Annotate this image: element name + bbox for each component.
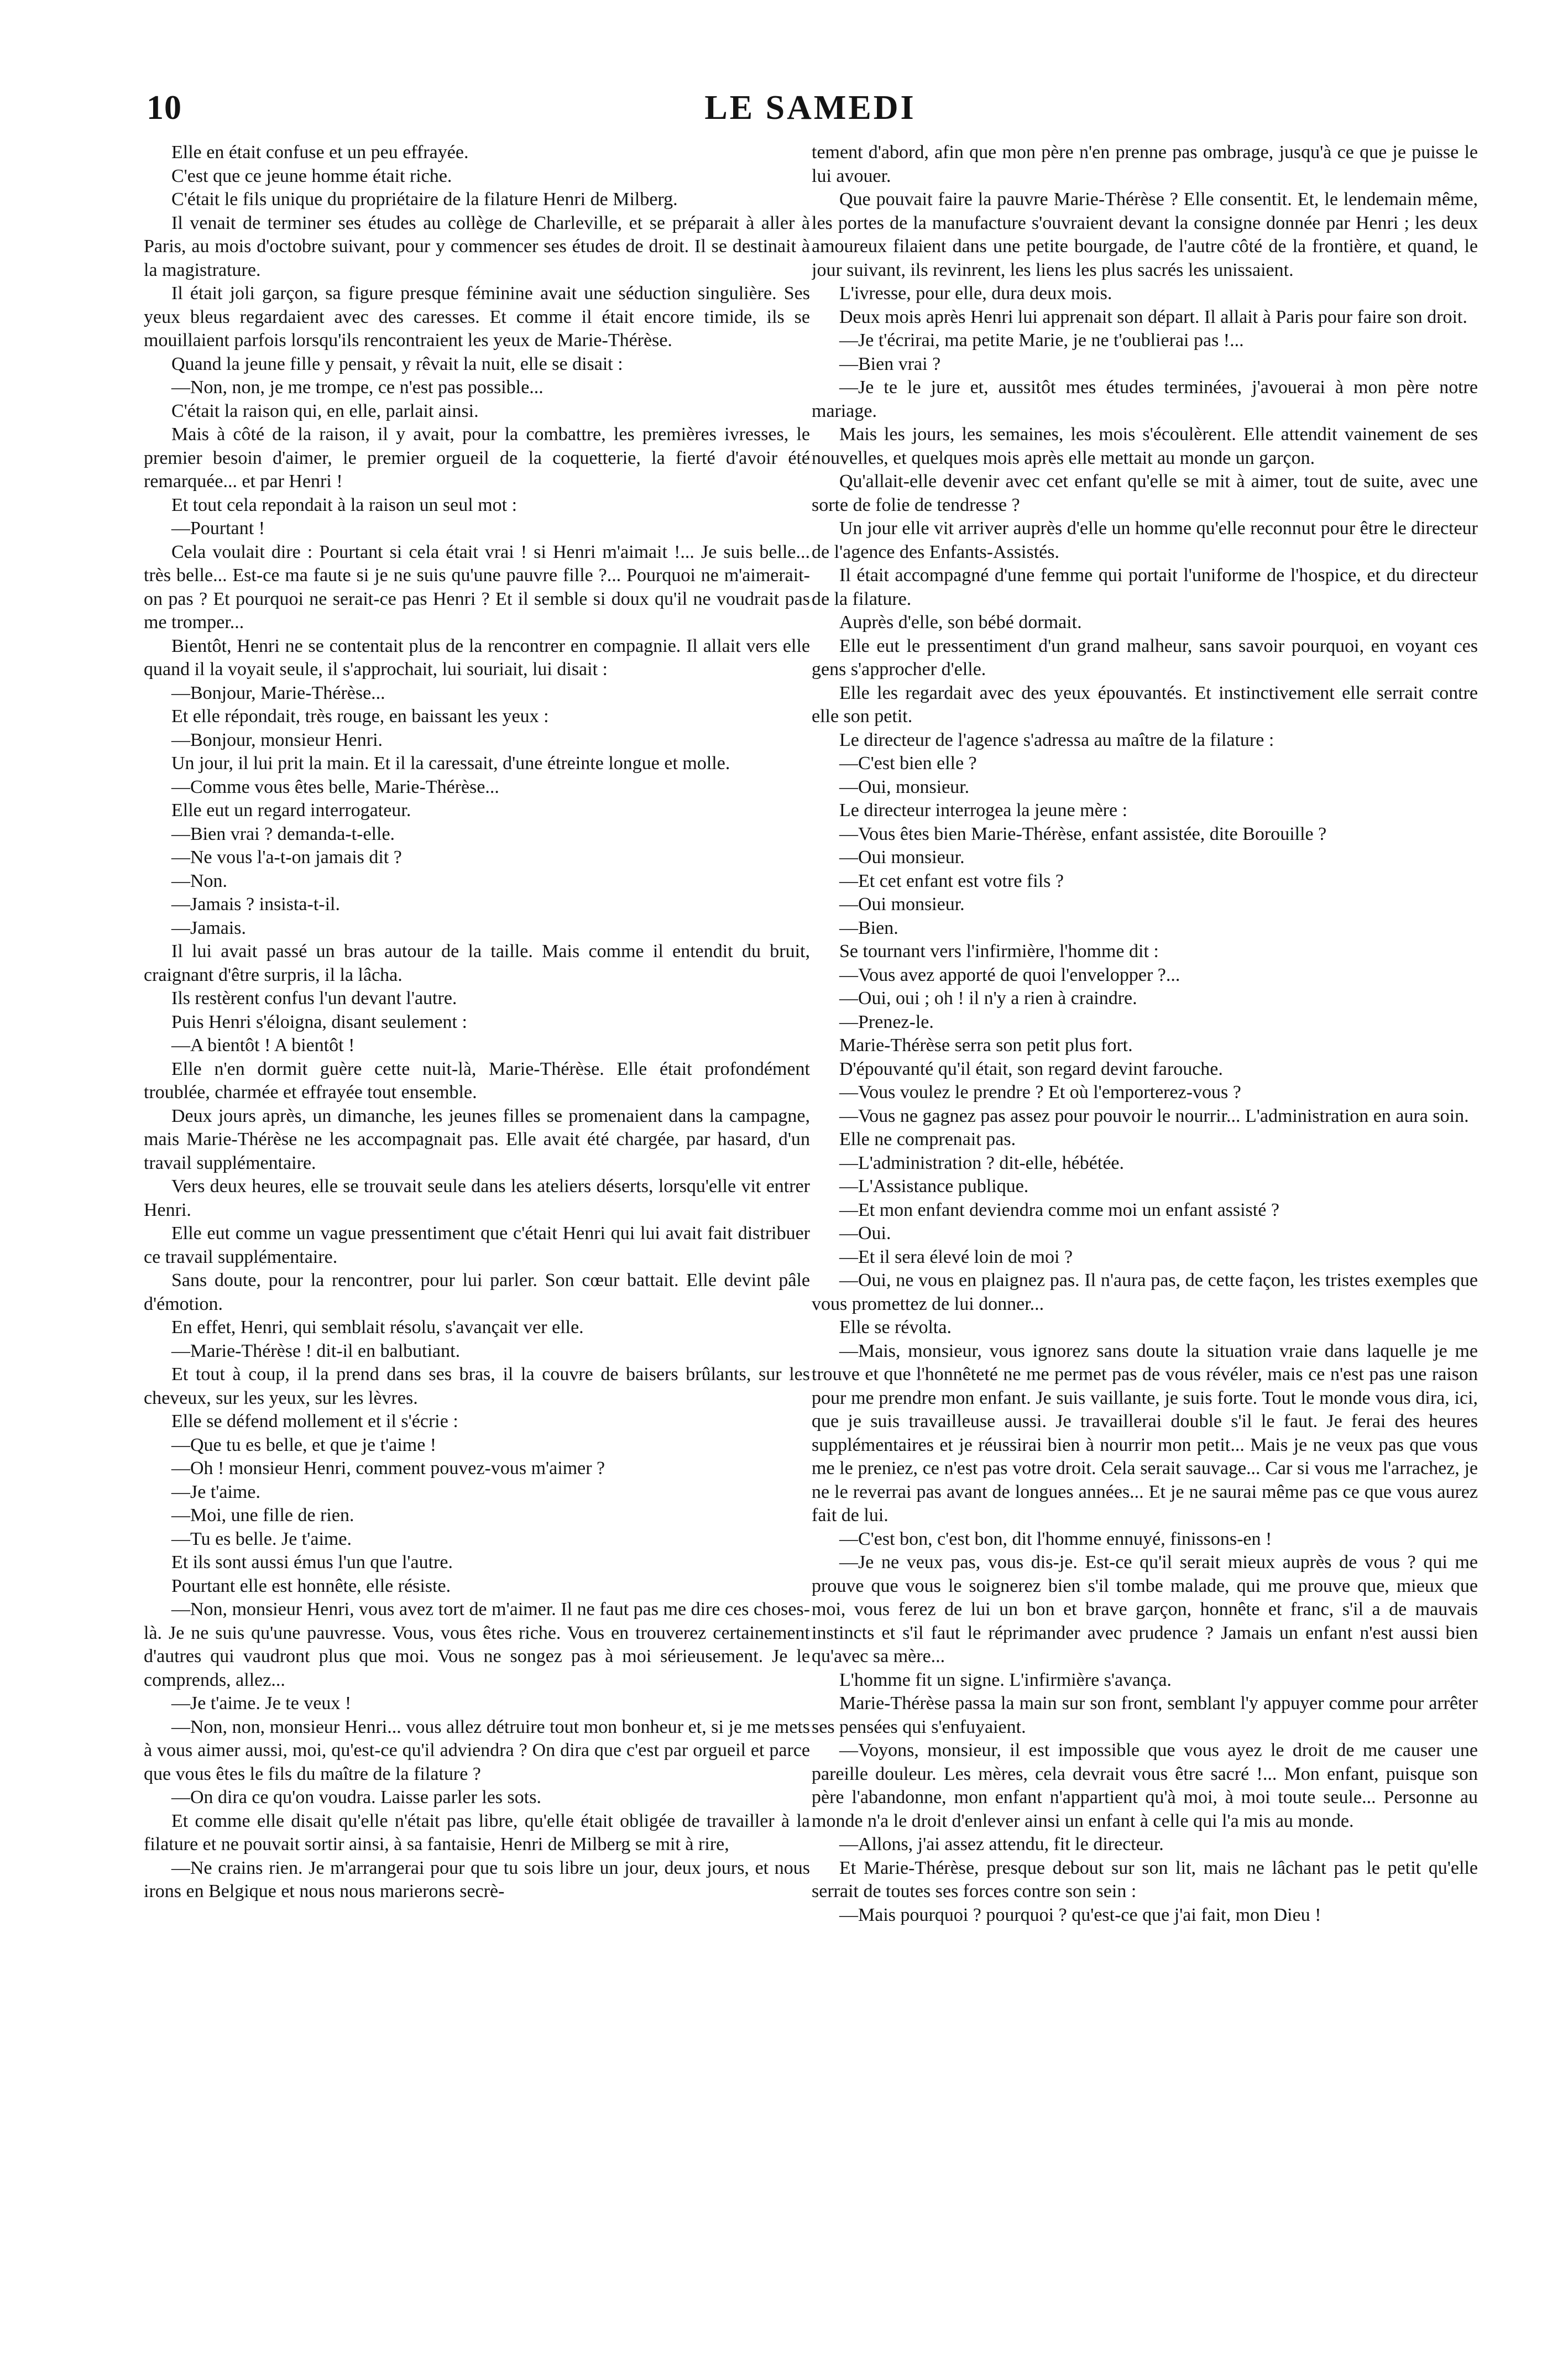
paragraph: —Bonjour, monsieur Henri. <box>171 729 383 750</box>
paragraph: Vers deux heures, elle se trouvait seule dans les ateliers déserts, lorsqu'elle vit entrer Henri. <box>144 1176 810 1220</box>
paragraph: Ils restèrent confus l'un devant l'autre. <box>171 988 457 1009</box>
paragraph: Elle eut un regard interrogateur. <box>171 800 411 821</box>
paragraph: tement d'abord, afin que mon père n'en prenne pas ombrage, jusqu'à ce que je puisse le lui avouer. <box>812 142 1478 186</box>
paragraph: Il lui avait passé un bras autour de la taille. Mais comme il entendit du bruit, craignant d'être surpris, il la lâcha. <box>144 941 810 985</box>
paragraph: —Vous avez apporté de quoi l'envelopper ?... <box>839 964 1180 985</box>
paragraph: —Tu es belle. Je t'aime. <box>171 1528 352 1549</box>
paragraph: —L'Assistance publique. <box>839 1176 1029 1197</box>
paragraph: Un jour elle vit arriver auprès d'elle un homme qu'elle reconnut pour être le directeur de l'agence des Enfants-Assistés. <box>812 518 1478 562</box>
paragraph: Auprès d'elle, son bébé dormait. <box>839 612 1082 633</box>
paragraph: —Je ne veux pas, vous dis-je. Est-ce qu'il serait mieux auprès de vous ? qui me prouve que vous le soignerez bien s'il tombe malade, qui me prouve que, mieux que moi, vous ferez de lui un bon et brave garçon, honnête et franc, s'il a de mauvais instincts et s'il faut le réprimander avec prudence ? Jamais un enfant n'est aussi bien qu'avec sa mère... <box>812 1552 1478 1667</box>
paragraph: Puis Henri s'éloigna, disant seulement : <box>171 1011 467 1032</box>
paragraph: Marie-Thérèse serra son petit plus fort. <box>839 1035 1133 1056</box>
right-column <box>812 141 1478 2297</box>
paragraph: D'épouvanté qu'il était, son regard devint farouche. <box>839 1058 1223 1079</box>
paragraph: —Oui, ne vous en plaignez pas. Il n'aura pas, de cette façon, les tristes exemples que vous promettez de lui donner... <box>812 1270 1478 1314</box>
paragraph: Elle eut le pressentiment d'un grand malheur, sans savoir pourquoi, en voyant ces gens s'approcher d'elle. <box>812 635 1478 680</box>
paragraph: Et comme elle disait qu'elle n'était pas libre, qu'elle était obligée de travailler à la filature et ne pouvait sortir ainsi, à sa fantaisie, Henri de Milberg se mit à rire, <box>144 1810 810 1854</box>
paragraph: —Voyons, monsieur, il est impossible que vous ayez le droit de me causer une pareille douleur. Les mères, cela devrait vous être sacré !... Mon enfant, puisque son père l'abandonne, mon enfant n'appartient qu'à moi, à moi toute seule... Personne au monde n'a le droit d'enlever ainsi un enfant à celle qui l'a mis au monde. <box>812 1740 1478 1831</box>
paragraph: Elle eut comme un vague pressentiment que c'était Henri qui lui avait fait distribuer ce travail supplémentaire. <box>144 1223 810 1267</box>
paragraph: —Bien vrai ? demanda-t-elle. <box>171 823 395 844</box>
paragraph: C'était la raison qui, en elle, parlait ainsi. <box>171 400 479 421</box>
paragraph: Quand la jeune fille y pensait, y rêvait la nuit, elle se disait : <box>171 353 623 374</box>
paragraph: —Bonjour, Marie-Thérèse... <box>171 682 385 703</box>
paragraph: L'ivresse, pour elle, dura deux mois. <box>839 283 1112 304</box>
paragraph: —Non, monsieur Henri, vous avez tort de m'aimer. Il ne faut pas me dire ces choses-là. Je ne suis qu'une pauvresse. Vous, vous êtes riche. Vous en trouverez certainement d'autres qui vaudront plus que moi. Vous ne songez pas à moi sérieusement. Je le comprends, allez... <box>144 1599 810 1690</box>
paragraph: Mais les jours, les semaines, les mois s'écoulèrent. Elle attendit vainement de ses nouvelles, et quelques mois après elle mettait au monde un garçon. <box>812 424 1478 468</box>
paragraph: —Ne crains rien. Je m'arrangerai pour que tu sois libre un jour, deux jours, et nous irons en Belgique et nous nous marierons secrè- <box>144 1857 810 1901</box>
paragraph: Un jour, il lui prit la main. Et il la caressait, d'une étreinte longue et molle. <box>171 753 730 774</box>
paragraph: —Oui, monsieur. <box>839 776 970 797</box>
paragraph: Cela voulait dire : Pourtant si cela était vrai ! si Henri m'aimait !... Je suis belle... très belle... Est-ce ma faute si je ne suis qu'une pauvre fille ?... Pourquoi ne m'aimerait-on pas ? Et pourquoi ne serait-ce pas Henri ? Et il semble si doux qu'il ne voudrait pas me tromper... <box>144 541 810 633</box>
paragraph: —Non. <box>171 870 228 891</box>
paragraph: —Vous ne gagnez pas assez pour pouvoir le nourrir... L'administration en aura soin. <box>839 1105 1469 1126</box>
paragraph: —Et cet enfant est votre fils ? <box>839 870 1064 891</box>
paragraph: Et tout à coup, il la prend dans ses bras, il la couvre de baisers brûlants, sur les cheveux, sur les yeux, sur les lèvres. <box>144 1364 810 1408</box>
paragraph: C'est que ce jeune homme était riche. <box>171 165 452 186</box>
paragraph: Elle en était confuse et un peu effrayée. <box>171 142 469 163</box>
paragraph: —Moi, une fille de rien. <box>171 1505 354 1526</box>
paragraph: Elle se révolta. <box>839 1317 952 1338</box>
paragraph: —Et mon enfant deviendra comme moi un enfant assisté ? <box>839 1199 1279 1220</box>
left-column <box>144 141 810 2297</box>
paragraph: Mais à côté de la raison, il y avait, pour la combattre, les premières ivresses, le premier besoin d'aimer, le premier orgueil de la coquetterie, la fierté d'avoir été remarquée... et par Henri ! <box>144 424 810 492</box>
journal-title: LE SAMEDI <box>704 89 916 127</box>
paragraph: Elle les regardait avec des yeux épouvantés. Et instinctivement elle serrait contre elle son petit. <box>812 682 1478 727</box>
paragraph: Et elle répondait, très rouge, en baissant les yeux : <box>171 706 549 727</box>
paragraph: Il venait de terminer ses études au collège de Charleville, et se préparait à aller à Paris, au mois d'octobre suivant, pour y commencer ses études de droit. Il se destinait à la magistrature. <box>144 212 810 280</box>
paragraph: —On dira ce qu'on voudra. Laisse parler les sots. <box>171 1787 541 1808</box>
paragraph: —C'est bien elle ? <box>839 753 977 774</box>
paragraph: Se tournant vers l'infirmière, l'homme dit : <box>839 941 1159 962</box>
page-header <box>147 82 1474 135</box>
paragraph: —Oui. <box>839 1223 891 1244</box>
paragraph: —Oui monsieur. <box>839 847 965 868</box>
paragraph: —Je t'aime. Je te veux ! <box>171 1693 352 1714</box>
paragraph: —Mais, monsieur, vous ignorez sans doute la situation vraie dans laquelle je me trouve et que l'honnêteté ne me permet pas de vous révéler, mais ce n'est pas une raison pour me prendre mon enfant. Je suis vaillante, je suis forte. Tout le monde vous dira, ici, que je suis travailleuse aussi. Je travaillerai double s'il le faut. Je ferai des heures supplémentaires et je réussirai bien à nourrir mon petit... Mais je ne veux pas que vous me le preniez, ce n'est pas votre droit. Cela serait sauvage... Car si vous me l'arrachez, je ne le reverrai pas avant de longues années... Et je ne saurai même pas ce que vous aurez fait de lui. <box>812 1340 1478 1526</box>
paragraph: Que pouvait faire la pauvre Marie-Thérèse ? Elle consentit. Et, le lendemain même, les portes de la manufacture s'ouvraient devant la consigne donnée par Henri ; les deux amoureux filaient dans une petite bourgade, de l'autre côté de la frontière, et quand, le jour suivant, ils revinrent, les liens les plus sacrés les unissaient. <box>812 189 1478 280</box>
paragraph: Elle ne comprenait pas. <box>839 1129 1016 1150</box>
paragraph: —Non, non, monsieur Henri... vous allez détruire tout mon bonheur et, si je me mets à vous aimer aussi, moi, qu'est-ce qu'il adviendra ? On dira que c'est par orgueil et parce que vous êtes le fils du maître de la filature ? <box>144 1716 810 1784</box>
paragraph: —Mais pourquoi ? pourquoi ? qu'est-ce que j'ai fait, mon Dieu ! <box>839 1904 1321 1925</box>
paragraph: C'était le fils unique du propriétaire de la filature Henri de Milberg. <box>171 189 678 210</box>
paragraph: —Vous voulez le prendre ? Et où l'emporterez-vous ? <box>839 1082 1241 1103</box>
paragraph: Et ils sont aussi émus l'un que l'autre. <box>171 1552 453 1573</box>
paragraph: Le directeur de l'agence s'adressa au maître de la filature : <box>839 729 1274 750</box>
paragraph: Et tout cela repondait à la raison un seul mot : <box>171 494 518 515</box>
paragraph: L'homme fit un signe. L'infirmière s'avança. <box>839 1669 1172 1690</box>
paragraph: —Et il sera élevé loin de moi ? <box>839 1246 1073 1267</box>
paragraph: Pourtant elle est honnête, elle résiste. <box>171 1575 451 1596</box>
paragraph: En effet, Henri, qui semblait résolu, s'avançait ver elle. <box>171 1317 584 1338</box>
paragraph: —Ne vous l'a-t-on jamais dit ? <box>171 847 402 868</box>
paragraph: Elle se défend mollement et il s'écrie : <box>171 1411 458 1432</box>
paragraph: —Prenez-le. <box>839 1011 934 1032</box>
paragraph: Deux mois après Henri lui apprenait son départ. Il allait à Paris pour faire son droit. <box>839 306 1467 327</box>
paragraph: Deux jours après, un dimanche, les jeunes filles se promenaient dans la campagne, mais Marie-Thérèse ne les accompagnait pas. Elle avait été chargée, par hasard, d'un travail supplémentaire. <box>144 1105 810 1173</box>
paragraph: —Je t'aime. <box>171 1481 260 1502</box>
paragraph: —Je t'écrirai, ma petite Marie, je ne t'oublierai pas !... <box>839 330 1244 351</box>
paragraph: —Non, non, je me trompe, ce n'est pas possible... <box>171 377 543 398</box>
paragraph: —Comme vous êtes belle, Marie-Thérèse... <box>171 776 499 797</box>
paragraph: —Oui monsieur. <box>839 894 965 915</box>
page-number: 10 <box>147 89 182 127</box>
paragraph: Et Marie-Thérèse, presque debout sur son lit, mais ne lâchant pas le petit qu'elle serrait de toutes ses forces contre son sein : <box>812 1857 1478 1901</box>
paragraph: Elle n'en dormit guère cette nuit-là, Marie-Thérèse. Elle était profondément troublée, charmée et effrayée tout ensemble. <box>144 1058 810 1103</box>
paragraph: —Bien. <box>839 917 898 938</box>
paragraph: Il était accompagné d'une femme qui portait l'uniforme de l'hospice, et du directeur de la filature. <box>812 565 1478 609</box>
paragraph: —A bientôt ! A bientôt ! <box>171 1035 355 1056</box>
paragraph: —Oui, oui ; oh ! il n'y a rien à craindre. <box>839 988 1137 1009</box>
paragraph: Le directeur interrogea la jeune mère : <box>839 800 1128 821</box>
paragraph: —Bien vrai ? <box>839 353 941 374</box>
paragraph: Marie-Thérèse passa la main sur son front, semblant l'y appuyer comme pour arrêter ses pensées qui s'enfuyaient. <box>812 1693 1478 1737</box>
paragraph: —Jamais. <box>171 917 247 938</box>
paragraph: Qu'allait-elle devenir avec cet enfant qu'elle se mit à aimer, tout de suite, avec une sorte de folie de tendresse ? <box>812 471 1478 515</box>
paragraph: Bientôt, Henri ne se contentait plus de la rencontrer en compagnie. Il allait vers elle quand il la voyait seule, il s'approchait, lui souriait, lui disait : <box>144 635 810 680</box>
paragraph: —Marie-Thérèse ! dit-il en balbutiant. <box>171 1340 461 1361</box>
paragraph: —Allons, j'ai assez attendu, fit le directeur. <box>839 1834 1164 1854</box>
paragraph: —Oh ! monsieur Henri, comment pouvez-vous m'aimer ? <box>171 1458 605 1479</box>
paragraph: Sans doute, pour la rencontrer, pour lui parler. Son cœur battait. Elle devint pâle d'émotion. <box>144 1270 810 1314</box>
paragraph: —Pourtant ! <box>171 518 265 539</box>
paragraph: —C'est bon, c'est bon, dit l'homme ennuyé, finissons-en ! <box>839 1528 1272 1549</box>
paragraph: —Jamais ? insista-t-il. <box>171 894 341 915</box>
paragraph: Il était joli garçon, sa figure presque féminine avait une séduction singulière. Ses yeux bleus regardaient avec des caresses. Et comme il était encore timide, ils se mouillaient parfois lorsqu'ils rencontraient les yeux de Marie-Thérèse. <box>144 283 810 351</box>
paragraph: —Vous êtes bien Marie-Thérèse, enfant assistée, dite Borouille ? <box>839 823 1327 844</box>
paragraph: —Je te le jure et, aussitôt mes études terminées, j'avouerai à mon père notre mariage. <box>812 377 1478 421</box>
paragraph: —L'administration ? dit-elle, hébétée. <box>839 1152 1124 1173</box>
paragraph: —Que tu es belle, et que je t'aime ! <box>171 1434 437 1455</box>
